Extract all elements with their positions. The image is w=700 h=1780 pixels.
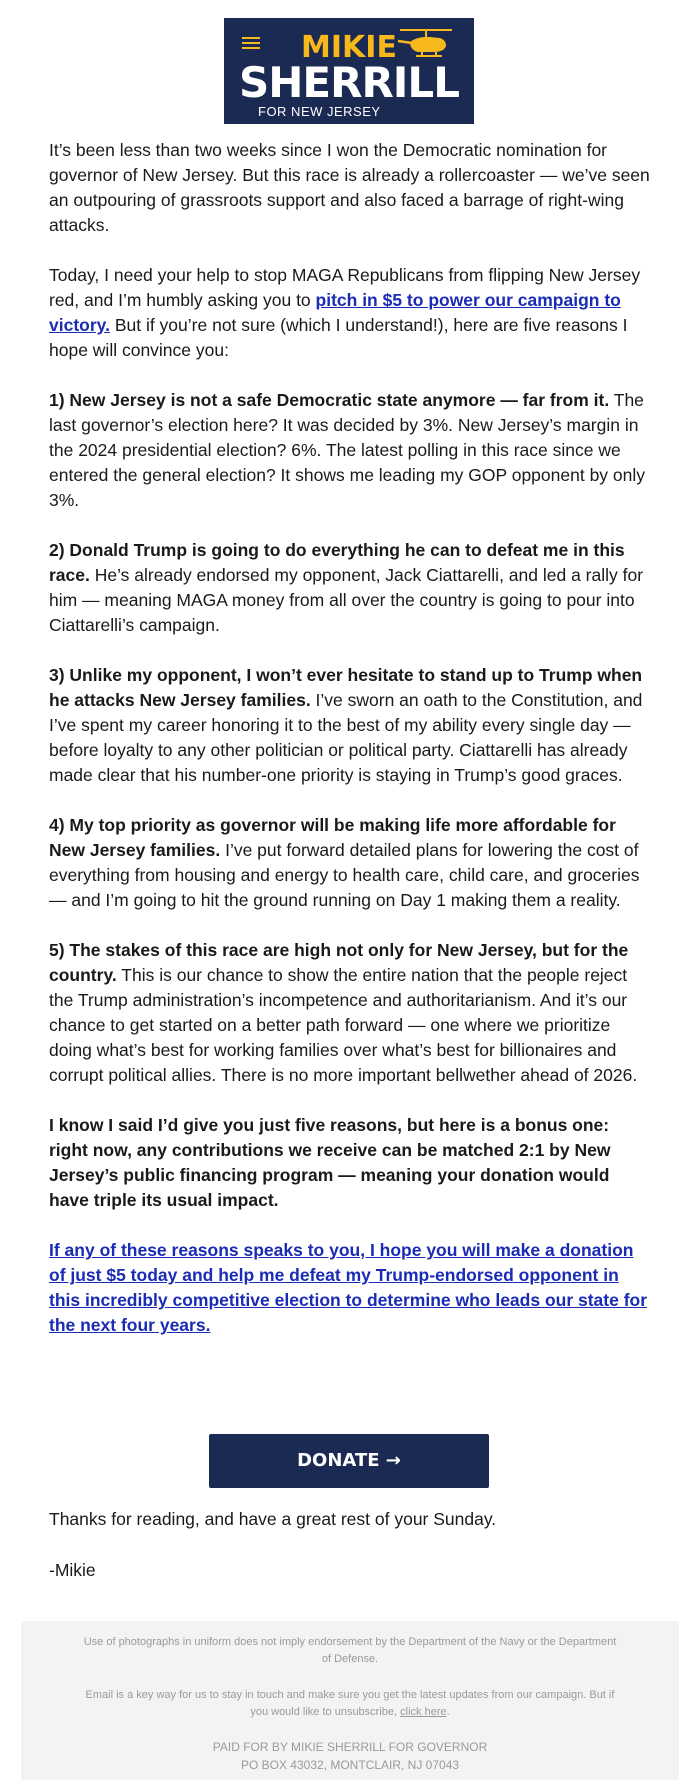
email-content <box>49 138 651 1363</box>
campaign-logo <box>224 18 474 124</box>
pitch-in-link[interactable]: pitch in $5 to power our campaign to victory. <box>49 290 621 335</box>
footer-disclaimer: Use of photographs in uniform does not imply endorsement by the Department of the Navy or the Department of Defense. <box>83 1636 617 1665</box>
closing-section <box>49 1507 651 1609</box>
closing-text: Thanks for reading, and have a great rest of your Sunday. <box>49 1509 497 1529</box>
donation-link[interactable]: If any of these reasons speaks to you, I hope you will make a donation of just $5 today and help me defeat my Trump-endorsed opponent in this incredibly competitive election to determine who leads our state for the next four years. <box>49 1240 648 1335</box>
reason-2: 2) Donald Trump is going to do everything he can to defeat me in this race. He’s already endorsed my opponent, Jack Ciattarelli, and led a rally for him — meaning MAGA money from all over the country is going to pour into Ciattarelli’s campaign. <box>49 540 644 635</box>
email-footer <box>21 1621 679 1780</box>
ask-paragraph: Today, I need your help to stop MAGA Republicans from flipping New Jersey red, and I’m humbly asking you to pitch in $5 to power our campaign to victory. But if you’re not sure (which I understand!), here are five reasons I hope will convince you: <box>49 265 641 360</box>
reason-1: 1) New Jersey is not a safe Democratic state anymore — far from it. The last governor’s election here? It was decided by 3%. New Jersey’s margin in the 2024 presidential election? 6%. The latest polling in this race since we entered the general election? It shows me leading my GOP opponent by only 3%. <box>49 390 646 510</box>
paid-for-line: PAID FOR BY MIKIE SHERRILL FOR GOVERNOR <box>212 1740 488 1754</box>
reason-3: 3) Unlike my opponent, I won’t ever hesitate to stand up to Trump when he attacks New Jersey families. I’ve sworn an oath to the Constitution, and I’ve spent my career honoring it to the best of my ability every single day — before loyalty to any other politician or political party. Ciattarelli has already made clear that his number-one priority is staying in Trump’s good graces. <box>49 665 643 785</box>
logo-tagline: FOR NEW JERSEY <box>258 104 381 119</box>
signature: -Mikie <box>49 1560 96 1580</box>
footer-paid-for <box>21 1738 679 1774</box>
cta-paragraph <box>49 1238 651 1338</box>
logo-last-name: SHERRILL <box>239 58 459 107</box>
unsubscribe-link[interactable]: click here <box>400 1706 447 1718</box>
helicopter-icon <box>396 26 456 60</box>
intro-paragraph: It’s been less than two weeks since I won the Democratic nomination for governor of New Jersey. But this race is already a rollercoaster — we’ve seen an outpouring of grassroots support and also faced a barrage of right-wing attacks. <box>49 140 650 235</box>
reason-5: 5) The stakes of this race are high not only for New Jersey, but for the country. This is our chance to show the entire nation that the people reject the Trump administration’s incompetence and authoritarianism. And it’s our chance to get started on a better path forward — one where we prioritize doing what’s best for working families over what’s best for billionaires and corrupt political allies. There is no more important bellwether ahead of 2026. <box>49 940 638 1085</box>
footer-unsubscribe-text: Email is a key way for us to stay in touch and make sure you get the latest updates from our campaign. But if you would like to unsubscribe, click here. <box>85 1689 615 1718</box>
logo-first-name: MIKIE <box>301 30 397 65</box>
donate-button[interactable]: DONATE → <box>209 1434 489 1488</box>
reason-4: 4) My top priority as governor will be making life more affordable for New Jersey families. I’ve put forward detailed plans for lowering the cost of everything from housing and energy to health care, child care, and groceries — and I’m going to hit the ground running on Day 1 making them a reality. <box>49 815 640 910</box>
bonus-paragraph: I know I said I’d give you just five reasons, but here is a bonus one: right now, any contributions we receive can be matched 2:1 by New Jersey’s public financing program — meaning your donation would have triple its usual impact. <box>49 1115 611 1210</box>
address-line: PO BOX 43032, MONTCLAIR, NJ 07043 <box>240 1758 460 1772</box>
